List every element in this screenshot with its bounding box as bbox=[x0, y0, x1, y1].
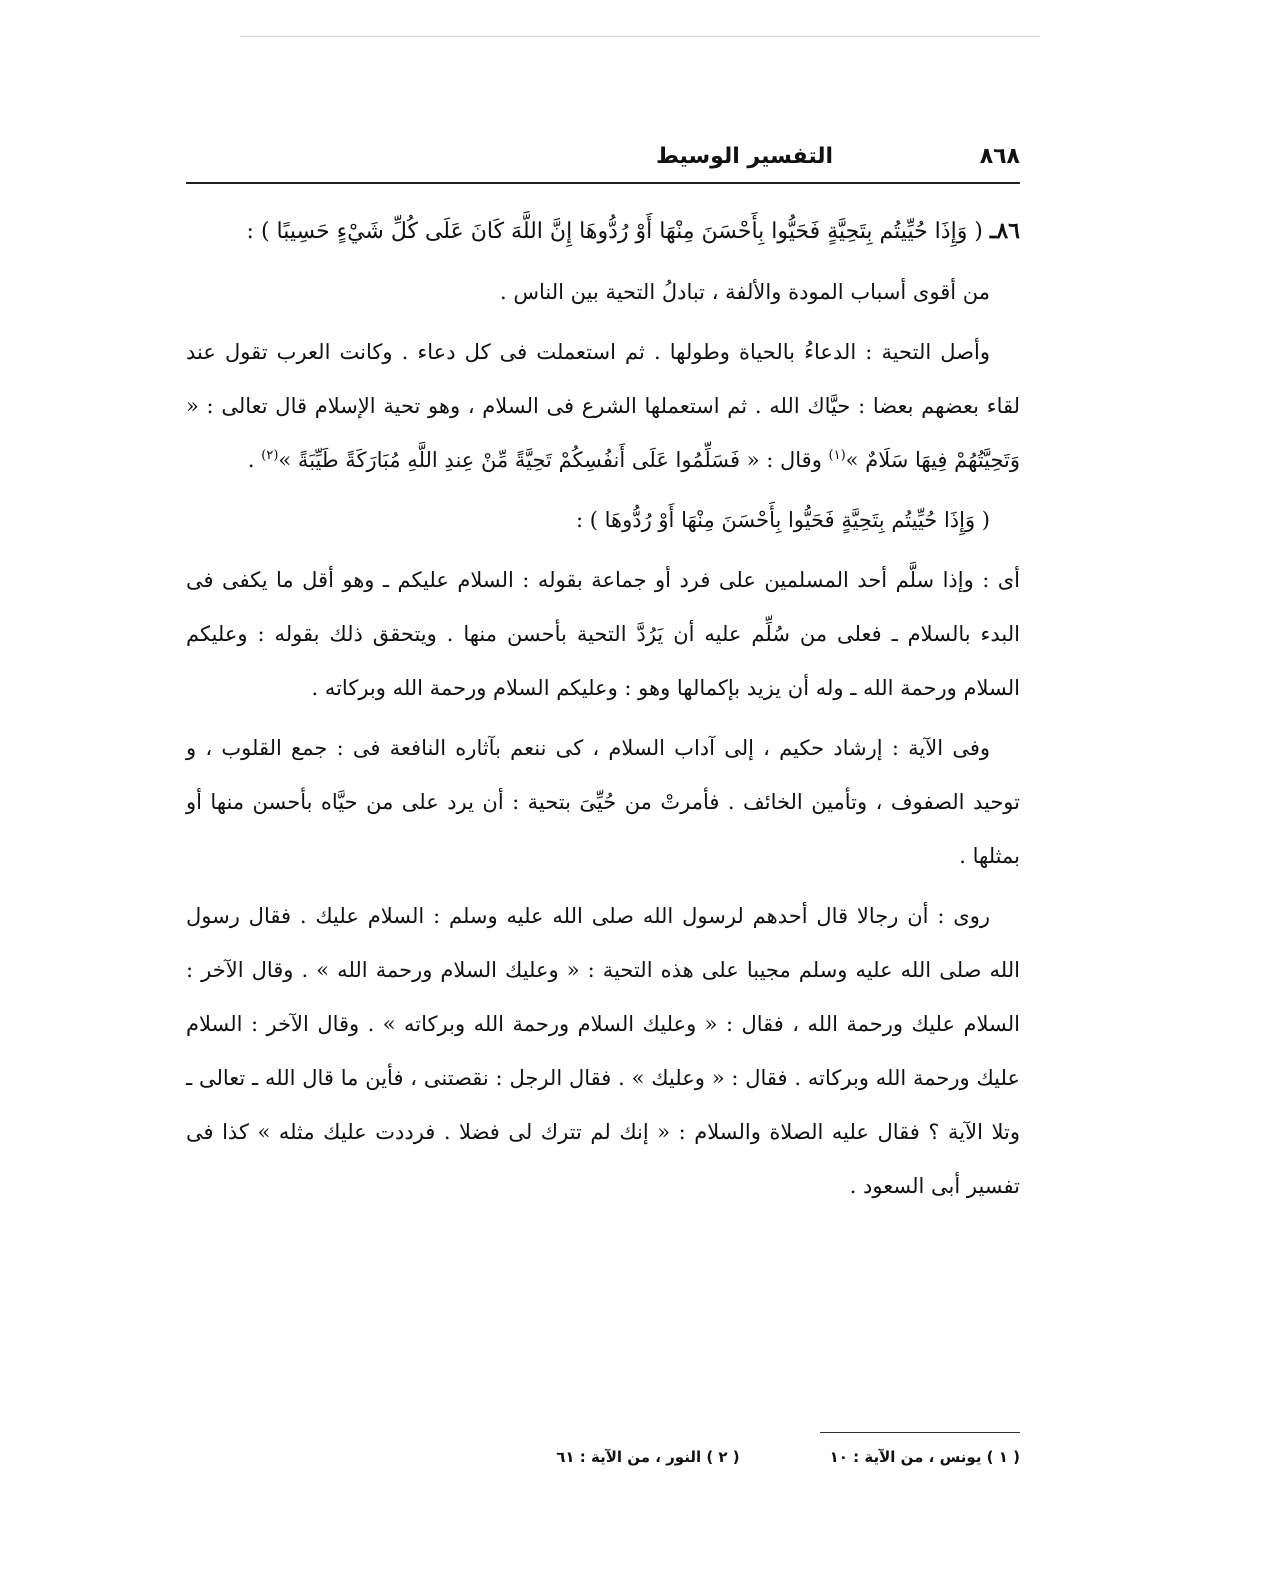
verse-repeat: ( وَإِذَا حُيِّيتُم بِتَحِيَّةٍ فَحَيُّوا بِأَحْسَنَ مِنْهَا أَوْ رُدُّوهَا ) : bbox=[576, 508, 990, 532]
verse-heading bbox=[186, 204, 1020, 259]
footnote-2: ( ٢ ) النور ، من الآية : ٦١ bbox=[556, 1448, 740, 1466]
footnote-1: ( ١ ) يونس ، من الآية : ١٠ bbox=[829, 1448, 1020, 1466]
page-header bbox=[186, 140, 1020, 180]
verse-text: ( وَإِذَا حُيِّيتُم بِتَحِيَّةٍ فَحَيُّوا بِأَحْسَنَ مِنْهَا أَوْ رُدُّوهَا إِنَّ اللَّهَ كَانَ عَلَى كُلِّ شَيْءٍ حَسِيبًا ) : bbox=[246, 219, 983, 244]
paragraph-text: وقال : « فَسَلِّمُوا عَلَى أَنفُسِكُمْ تَحِيَّةً مِّنْ عِندِ اللَّهِ مُبَارَكَةً طَيِّبَةً » bbox=[278, 448, 829, 472]
paragraph-text: وأصل التحية : الدعاءُ بالحياة وطولها . ثم استعملت فى كل دعاء . وكانت العرب تقول عند لقاء بعضهم بعضا : حيَّاك الله . ثم استعملها الشرع فى السلام ، وهو تحية الإسلام قال تعالى : « وَتَحِيَّتُهُمْ فِيهَا سَلَامٌ » bbox=[186, 340, 1020, 472]
page-title: التفسير الوسيط bbox=[656, 144, 834, 169]
footnote-divider bbox=[820, 1432, 1020, 1433]
footnotes bbox=[380, 1448, 1020, 1466]
header-divider bbox=[186, 182, 1020, 184]
footnote-ref-2[interactable]: (٢) bbox=[261, 448, 279, 463]
verse-number: ٨٦ـ bbox=[989, 218, 1020, 244]
footnote-ref-1[interactable]: (١) bbox=[828, 448, 846, 463]
paragraph-narration: روى : أن رجالا قال أحدهم لرسول الله صلى الله عليه وسلم : السلام عليك . فقال رسول الله صلى الله عليه وسلم مجيبا على هذه التحية : « وعليك السلام ورحمة الله » . وقال الآخر : السلام عليك ورحمة الله ، فقال : « وعليك السلام ورحمة الله وبركاته » . وقال الآخر : السلام عليك ورحمة الله وبركاته . فقال : « وعليك » . فقال الرجل : نقصتنى ، فأين ما قال الله ـ تعالى ـ وتلا الآية ؟ فقال عليه الصلاة والسلام : « إنك لم تترك لى فضلا . فرددت عليك مثله » كذا فى تفسير أبى السعود . bbox=[186, 904, 1020, 1198]
paragraph-intro: من أقوى أسباب المودة والألفة ، تبادلُ التحية بين الناس . bbox=[499, 280, 990, 304]
paragraph-guidance: وفى الآية : إرشاد حكيم ، إلى آداب السلام ، كى ننعم بآثاره النافعة فى : جمع القلوب ، و توحيد الصفوف ، وتأمين الخائف . فأمرتْ من حُيِّىَ بتحية : أن يرد على من حيَّاه بأحسن منها أو بمثلها . bbox=[186, 736, 1020, 868]
page-body bbox=[186, 204, 1020, 1219]
paragraph-origin-of-greeting bbox=[186, 325, 1020, 487]
paragraph-text: . bbox=[247, 448, 262, 472]
paragraph-explanation: أى : وإذا سلَّم أحد المسلمين على فرد أو جماعة بقوله : السلام عليكم ـ وهو أقل ما يكفى فى البدء بالسلام ـ فعلى من سُلِّم عليه أن يَرُدَّ التحية بأحسن منها . ويتحقق ذلك بقوله : وعليكم السلام ورحمة الله ـ وله أن يزيد بإكمالها وهو : وعليكم السلام ورحمة الله وبركاته . bbox=[186, 568, 1020, 700]
page-number: ٨٦٨ bbox=[979, 144, 1020, 169]
top-scan-line bbox=[240, 36, 1040, 37]
